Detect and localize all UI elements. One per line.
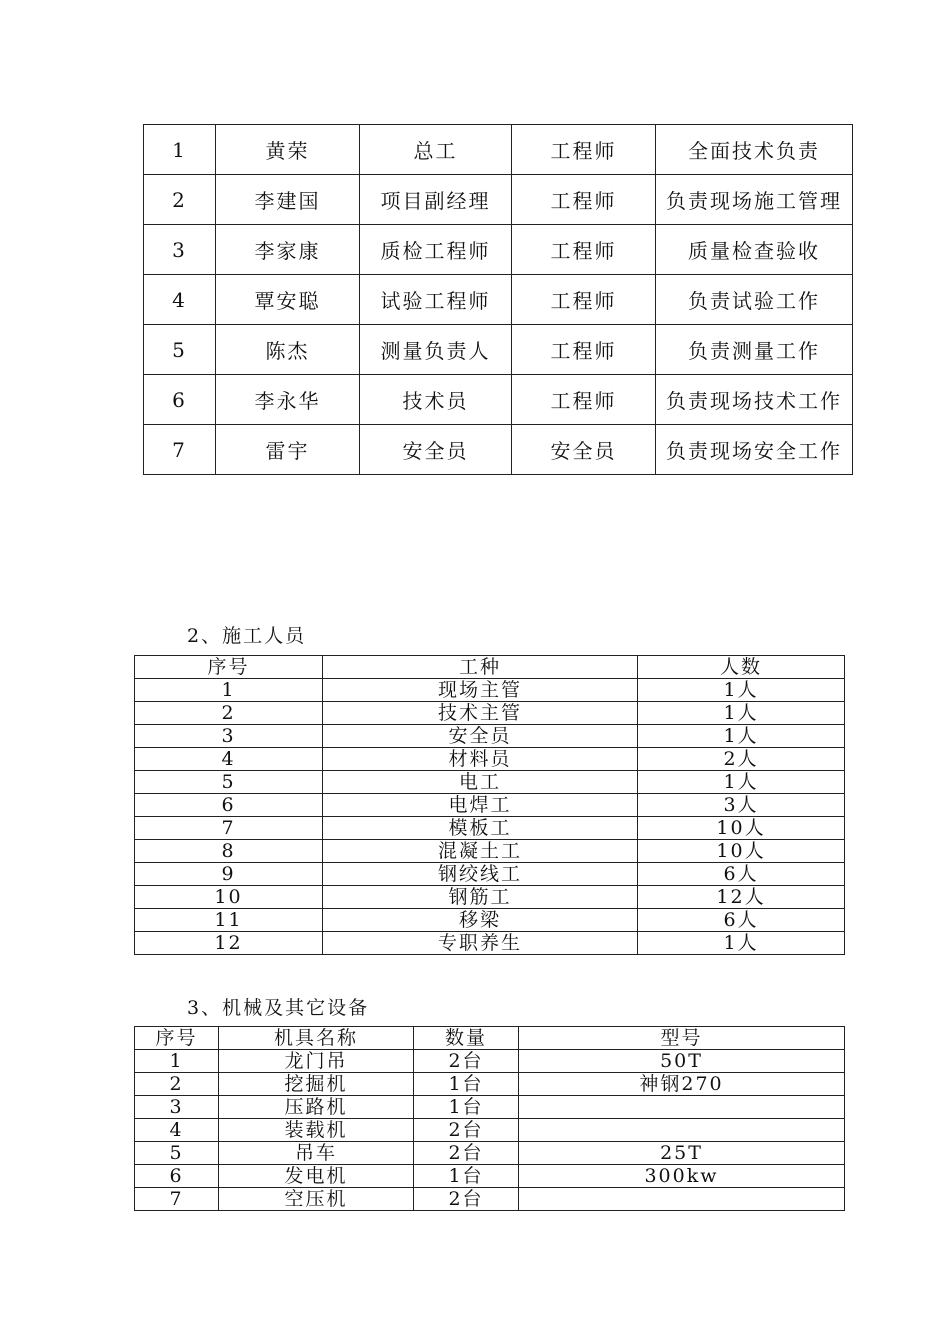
cell-name: 黄荣 xyxy=(216,125,360,175)
cell-name: 装载机 xyxy=(219,1119,414,1142)
table-row xyxy=(144,125,853,175)
cell-no: 9 xyxy=(135,863,323,886)
equipment-heading: 3、机械及其它设备 xyxy=(187,997,370,1019)
cell-no: 3 xyxy=(135,1096,219,1119)
header-no: 序号 xyxy=(135,656,323,679)
cell-no: 6 xyxy=(135,1165,219,1188)
cell-model xyxy=(519,1188,845,1211)
cell-model: 300kw xyxy=(519,1165,845,1188)
cell-duty: 全面技术负责 xyxy=(656,125,853,175)
cell-no: 2 xyxy=(135,1073,219,1096)
cell-position: 安全员 xyxy=(360,425,512,475)
cell-no: 1 xyxy=(144,125,216,175)
table-row xyxy=(135,1165,845,1188)
cell-count: 6人 xyxy=(638,863,845,886)
cell-count: 6人 xyxy=(638,909,845,932)
cell-name: 李家康 xyxy=(216,225,360,275)
header-count: 人数 xyxy=(638,656,845,679)
cell-name: 发电机 xyxy=(219,1165,414,1188)
table-row xyxy=(135,1119,845,1142)
header-qty: 数量 xyxy=(414,1027,519,1050)
cell-no: 7 xyxy=(135,1188,219,1211)
cell-trade: 模板工 xyxy=(323,817,638,840)
cell-count: 1人 xyxy=(638,725,845,748)
cell-qty: 2台 xyxy=(414,1142,519,1165)
table-header-row xyxy=(135,656,845,679)
cell-qty: 1台 xyxy=(414,1096,519,1119)
cell-position: 测量负责人 xyxy=(360,325,512,375)
table-row xyxy=(144,175,853,225)
table-header-row xyxy=(135,1027,845,1050)
table-row xyxy=(144,325,853,375)
table-row xyxy=(135,679,845,702)
management-staff-table xyxy=(143,124,853,475)
cell-duty: 负责试验工作 xyxy=(656,275,853,325)
cell-no: 2 xyxy=(135,702,323,725)
cell-position: 总工 xyxy=(360,125,512,175)
table-row xyxy=(135,909,845,932)
cell-qty: 1台 xyxy=(414,1165,519,1188)
cell-no: 4 xyxy=(135,1119,219,1142)
header-model: 型号 xyxy=(519,1027,845,1050)
cell-count: 1人 xyxy=(638,932,845,955)
cell-trade: 电工 xyxy=(323,771,638,794)
cell-qty: 1台 xyxy=(414,1073,519,1096)
cell-name: 龙门吊 xyxy=(219,1050,414,1073)
cell-name: 陈杰 xyxy=(216,325,360,375)
cell-trade: 电焊工 xyxy=(323,794,638,817)
cell-no: 5 xyxy=(144,325,216,375)
cell-name: 吊车 xyxy=(219,1142,414,1165)
cell-title: 工程师 xyxy=(512,125,656,175)
table-row xyxy=(135,1188,845,1211)
cell-no: 7 xyxy=(144,425,216,475)
cell-model xyxy=(519,1096,845,1119)
table-row xyxy=(144,225,853,275)
table-row xyxy=(135,1073,845,1096)
cell-no: 4 xyxy=(144,275,216,325)
cell-count: 10人 xyxy=(638,817,845,840)
cell-title: 工程师 xyxy=(512,225,656,275)
header-name: 机具名称 xyxy=(219,1027,414,1050)
cell-name: 压路机 xyxy=(219,1096,414,1119)
cell-model: 50T xyxy=(519,1050,845,1073)
cell-no: 1 xyxy=(135,1050,219,1073)
cell-count: 10人 xyxy=(638,840,845,863)
table-row xyxy=(144,375,853,425)
workers-heading: 2、施工人员 xyxy=(187,625,307,647)
cell-duty: 质量检查验收 xyxy=(656,225,853,275)
cell-trade: 混凝土工 xyxy=(323,840,638,863)
cell-count: 1人 xyxy=(638,702,845,725)
cell-trade: 技术主管 xyxy=(323,702,638,725)
table-row xyxy=(135,932,845,955)
cell-position: 质检工程师 xyxy=(360,225,512,275)
cell-title: 工程师 xyxy=(512,275,656,325)
cell-trade: 钢筋工 xyxy=(323,886,638,909)
cell-model: 25T xyxy=(519,1142,845,1165)
cell-model xyxy=(519,1119,845,1142)
cell-model: 神钢270 xyxy=(519,1073,845,1096)
cell-trade: 现场主管 xyxy=(323,679,638,702)
cell-trade: 专职养生 xyxy=(323,932,638,955)
cell-name: 李建国 xyxy=(216,175,360,225)
table-row xyxy=(135,840,845,863)
table-row xyxy=(135,794,845,817)
cell-count: 12人 xyxy=(638,886,845,909)
cell-no: 2 xyxy=(144,175,216,225)
cell-no: 3 xyxy=(144,225,216,275)
table-row xyxy=(135,702,845,725)
cell-no: 10 xyxy=(135,886,323,909)
table-row xyxy=(135,1096,845,1119)
cell-name: 李永华 xyxy=(216,375,360,425)
cell-title: 工程师 xyxy=(512,325,656,375)
cell-name: 挖掘机 xyxy=(219,1073,414,1096)
cell-position: 技术员 xyxy=(360,375,512,425)
cell-count: 1人 xyxy=(638,679,845,702)
cell-qty: 2台 xyxy=(414,1050,519,1073)
cell-qty: 2台 xyxy=(414,1188,519,1211)
header-trade: 工种 xyxy=(323,656,638,679)
cell-duty: 负责测量工作 xyxy=(656,325,853,375)
cell-trade: 安全员 xyxy=(323,725,638,748)
cell-title: 安全员 xyxy=(512,425,656,475)
table-row xyxy=(144,425,853,475)
cell-count: 3人 xyxy=(638,794,845,817)
cell-no: 7 xyxy=(135,817,323,840)
cell-name: 覃安聪 xyxy=(216,275,360,325)
table-row xyxy=(135,886,845,909)
cell-no: 11 xyxy=(135,909,323,932)
cell-qty: 2台 xyxy=(414,1119,519,1142)
cell-no: 6 xyxy=(144,375,216,425)
cell-trade: 钢绞线工 xyxy=(323,863,638,886)
cell-no: 3 xyxy=(135,725,323,748)
cell-position: 试验工程师 xyxy=(360,275,512,325)
cell-no: 1 xyxy=(135,679,323,702)
cell-no: 6 xyxy=(135,794,323,817)
table-row xyxy=(135,1050,845,1073)
equipment-table xyxy=(134,1026,845,1211)
cell-duty: 负责现场技术工作 xyxy=(656,375,853,425)
table-row xyxy=(135,748,845,771)
table-row xyxy=(135,863,845,886)
table-row xyxy=(144,275,853,325)
cell-title: 工程师 xyxy=(512,375,656,425)
cell-no: 8 xyxy=(135,840,323,863)
cell-count: 2人 xyxy=(638,748,845,771)
cell-title: 工程师 xyxy=(512,175,656,225)
cell-no: 5 xyxy=(135,1142,219,1165)
cell-trade: 材料员 xyxy=(323,748,638,771)
cell-no: 5 xyxy=(135,771,323,794)
cell-no: 12 xyxy=(135,932,323,955)
workers-table xyxy=(134,655,845,955)
cell-no: 4 xyxy=(135,748,323,771)
cell-trade: 移梁 xyxy=(323,909,638,932)
cell-duty: 负责现场安全工作 xyxy=(656,425,853,475)
cell-count: 1人 xyxy=(638,771,845,794)
table-row xyxy=(135,1142,845,1165)
table-row xyxy=(135,817,845,840)
cell-duty: 负责现场施工管理 xyxy=(656,175,853,225)
table-row xyxy=(135,725,845,748)
cell-position: 项目副经理 xyxy=(360,175,512,225)
cell-name: 雷宇 xyxy=(216,425,360,475)
table-row xyxy=(135,771,845,794)
cell-name: 空压机 xyxy=(219,1188,414,1211)
header-no: 序号 xyxy=(135,1027,219,1050)
